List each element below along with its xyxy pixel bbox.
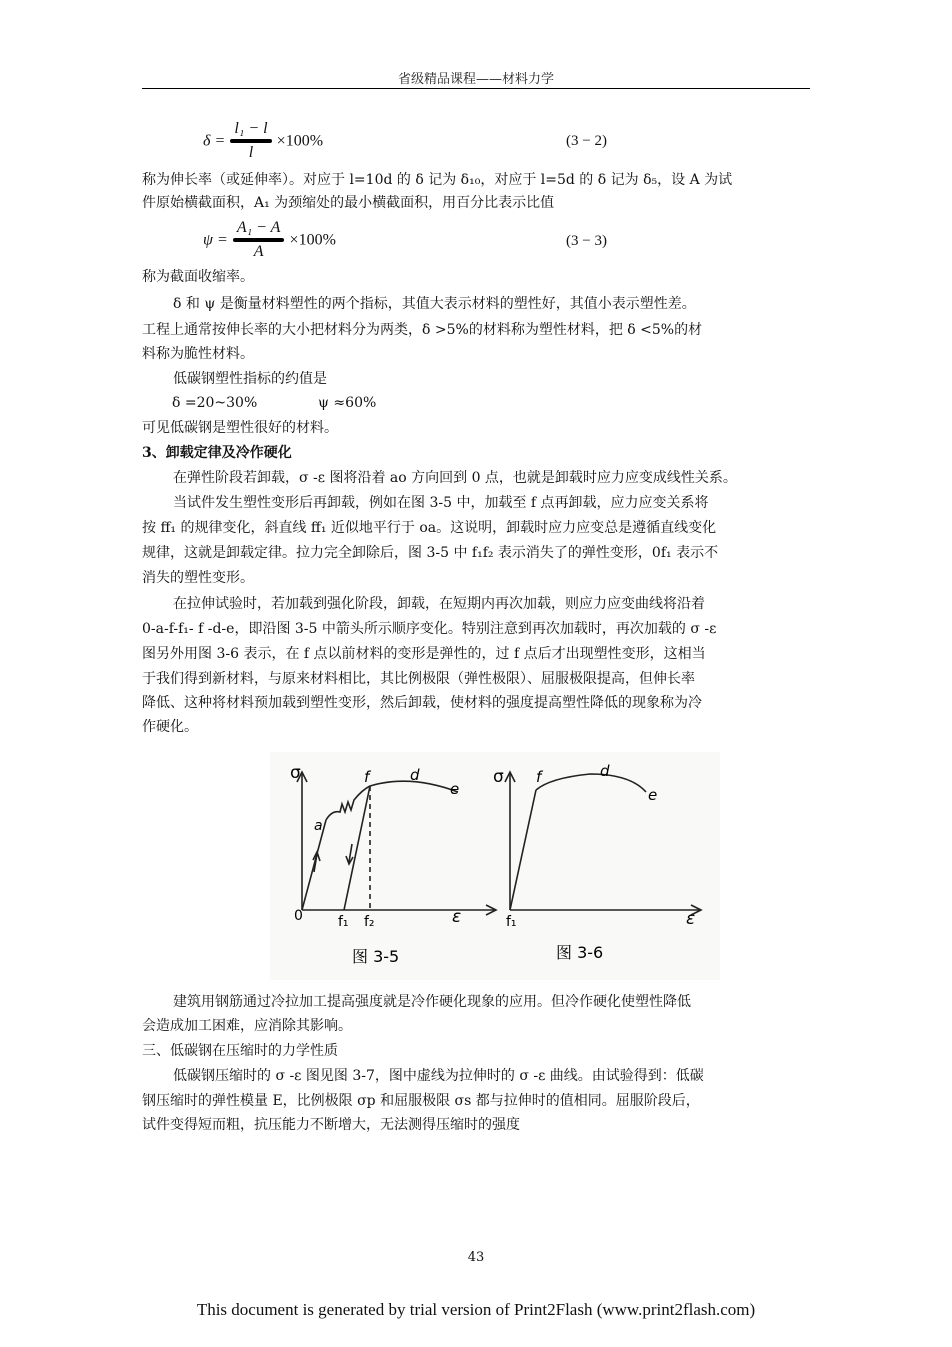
formula-3-2-tail: ×100% xyxy=(276,132,324,150)
fig36-e-label: e xyxy=(648,786,658,804)
formula-3-3-lhs: ψ = xyxy=(203,231,228,249)
para3-line2: 当试件发生塑性变形后再卸载，例如在图 3-5 中，加载至 f 点再卸载，应力应变关系将 xyxy=(173,495,709,511)
formula-3-3-denominator: A xyxy=(253,243,264,260)
para2-line4: 料称为脆性材料。 xyxy=(142,346,254,362)
fig35-caption: 图 3-5 xyxy=(352,947,400,966)
formula-3-2-numerator: l₁ − l xyxy=(234,120,268,137)
footer-notice: This document is generated by trial version of Print2Flash (www.print2flash.com) xyxy=(196,1300,756,1319)
fig35-sigma-label: σ xyxy=(290,763,301,783)
para2-line1: 称为截面收缩率。 xyxy=(142,269,254,285)
psi-value: ψ ≈60% xyxy=(318,395,377,411)
formula-3-2-lhs: δ = xyxy=(203,132,226,150)
stress-strain-figures xyxy=(270,752,720,980)
section-heading-three: 三、低碳钢在压缩时的力学性质 xyxy=(142,1043,338,1059)
formula-3-2-number: (3 − 2) xyxy=(566,133,607,149)
para3-line3: 按 ff₁ 的规律变化，斜直线 ff₁ 近似地平行于 oa。这说明，卸载时应力应变总是遵循直线变化 xyxy=(142,520,717,536)
fig36-f-label: f xyxy=(536,768,542,786)
fig35-epsilon-label: ε xyxy=(452,907,462,927)
formula-3-2-fraction xyxy=(230,120,271,162)
para4-line6: 作硬化。 xyxy=(142,719,198,735)
para6-line3: 试件变得短而粗，抗压能力不断增大，无法测得压缩时的强度 xyxy=(142,1117,520,1133)
para4-line4: 于我们得到新材料，与原来材料相比，其比例极限（弹性极限）、屈服极限提高，但伸长率 xyxy=(142,671,695,687)
formula-3-3-fraction xyxy=(233,219,285,261)
fig35-e-label: e xyxy=(450,780,460,798)
para5-line1: 建筑用钢筋通过冷拉加工提高强度就是冷作硬化现象的应用。但冷作硬化使塑性降低 xyxy=(173,994,691,1010)
para3-line4: 规律，这就是卸载定律。拉力完全卸除后，图 3-5 中 f₁f₂ 表示消失了的弹性变形，0f₁ 表示不 xyxy=(142,545,719,561)
formula-3-2 xyxy=(203,120,323,162)
para1-line2: 件原始横截面积，A₁ 为颈缩处的最小横截面积，用百分比表示比值 xyxy=(142,195,555,211)
para4-line1: 在拉伸试验时，若加载到强化阶段，卸载，在短期内再次加载，则应力应变曲线将沿着 xyxy=(173,596,705,612)
formula-3-3-tail: ×100% xyxy=(289,231,336,249)
para2-line5: 低碳钢塑性指标的约值是 xyxy=(173,371,327,387)
para1-line1: 称为伸长率（或延伸率）。对应于 l=10d 的 δ 记为 δ₁₀，对应于 l=5d 的 δ 记为 δ₅，设 A 为试 xyxy=(142,172,733,188)
header-rule xyxy=(142,88,810,89)
para2-line3: 工程上通常按伸长率的大小把材料分为两类，δ >5%的材料称为塑性材料，把 δ <5%的材 xyxy=(142,322,703,338)
para5-line2: 会造成加工困难，应消除其影响。 xyxy=(142,1018,352,1034)
fig35-f2-label: f₂ xyxy=(364,914,375,930)
fraction-bar xyxy=(230,139,271,143)
page-header-title: 省级精品课程——材料力学 xyxy=(397,72,554,87)
para6-line2: 钢压缩时的弹性模量 E，比例极限 σp 和屈服极限 σs 都与拉伸时的值相同。屈服阶段后， xyxy=(142,1093,700,1109)
formula-3-3 xyxy=(203,219,336,261)
fig35-origin-label: 0 xyxy=(294,908,303,924)
para4-line2: 0-a-f-f₁- f -d-e，即沿图 3-5 中箭头所示顺序变化。特别注意到再次加载时，再次加载的 σ -ε xyxy=(142,621,717,637)
fraction-bar xyxy=(233,238,285,242)
fig35-f1-label: f₁ xyxy=(338,914,349,930)
para4-line3: 图另外用图 3-6 表示，在 f 点以前材料的变形是弹性的，过 f 点后才出现塑性变形，这相当 xyxy=(142,646,706,662)
delta-value: δ =20~30% xyxy=(172,395,258,411)
para2-line7: 可见低碳钢是塑性很好的材料。 xyxy=(142,420,338,436)
formula-3-2-denominator: l xyxy=(248,144,254,161)
fig36-epsilon-label: ε xyxy=(686,909,696,929)
fig36-d-label: d xyxy=(600,762,610,780)
fig35-a-label: a xyxy=(314,818,323,834)
para3-line5: 消失的塑性变形。 xyxy=(142,570,254,586)
formula-3-3-number: (3 − 3) xyxy=(566,233,607,249)
para3-line1: 在弹性阶段若卸载，σ -ε 图将沿着 ao 方向回到 0 点，也就是卸载时应力应变成线性关系。 xyxy=(173,470,737,486)
para6-line1: 低碳钢压缩时的 σ -ε 图见图 3-7，图中虚线为拉伸时的 σ -ε 曲线。由试验得到：低碳 xyxy=(173,1068,704,1084)
page-number: 43 xyxy=(467,1250,485,1265)
fig36-sigma-label: σ xyxy=(493,767,504,787)
fig35-d-label: d xyxy=(410,766,420,784)
fig35-f-label: f xyxy=(364,768,370,786)
para4-line5: 降低、这种将材料预加载到塑性变形，然后卸载，使材料的强度提高塑性降低的现象称为冷 xyxy=(142,695,702,711)
para2-line2: δ 和 ψ 是衡量材料塑性的两个指标，其值大表示材料的塑性好，其值小表示塑性差。 xyxy=(173,296,696,312)
formula-3-3-numerator: A₁ − A xyxy=(236,219,281,236)
section-heading-3: 3、卸载定律及冷作硬化 xyxy=(142,445,292,461)
fig36-caption: 图 3-6 xyxy=(556,943,604,962)
fig36-f1-label: f₁ xyxy=(506,914,517,930)
